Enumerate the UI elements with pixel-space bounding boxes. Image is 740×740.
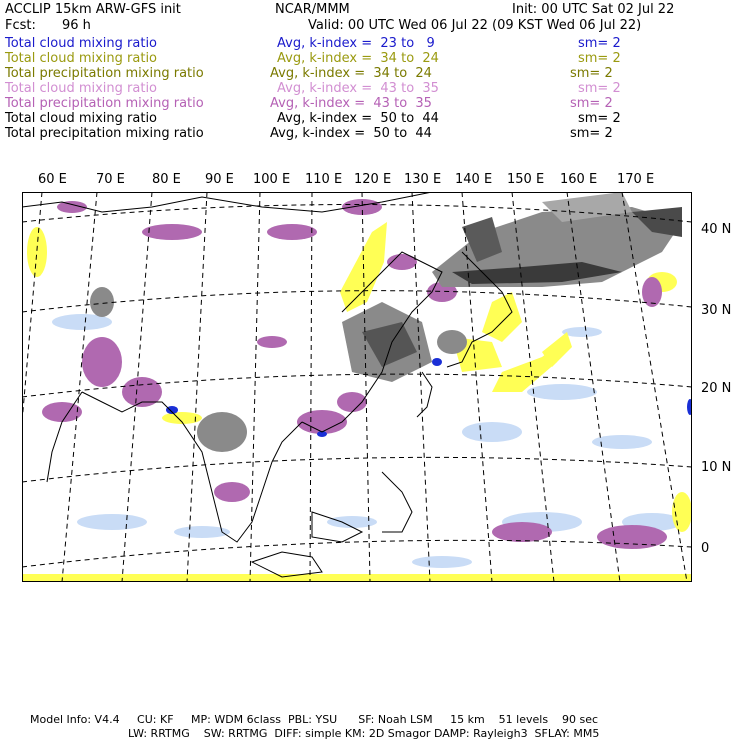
legend-field: Total precipitation mixing ratio <box>5 96 204 111</box>
lon-label: 110 E <box>305 172 343 187</box>
organization-label: NCAR/MMM <box>275 2 350 17</box>
map-panel <box>22 192 692 582</box>
legend-avg: Avg, k-index = 50 to 44 <box>277 111 439 126</box>
legend-avg: Avg, k-index = 43 to 35 <box>277 81 439 96</box>
legend-sm: sm= 2 <box>578 36 621 51</box>
lat-label: 10 N <box>701 460 732 475</box>
plot-title: ACCLIP 15km ARW-GFS init <box>5 2 181 17</box>
lat-label: 40 N <box>701 222 732 237</box>
legend-sm: sm= 2 <box>578 51 621 66</box>
lat-label: 20 N <box>701 381 732 396</box>
legend-field: Total cloud mixing ratio <box>5 111 158 126</box>
init-time: Init: 00 UTC Sat 02 Jul 22 <box>512 2 675 17</box>
lon-label: 160 E <box>560 172 598 187</box>
valid-time: Valid: 00 UTC Wed 06 Jul 22 (09 KST Wed 06 Jul 22) <box>308 18 642 33</box>
forecast-hours: 96 h <box>62 18 91 33</box>
legend-sm: sm= 2 <box>578 111 621 126</box>
lon-label: 90 E <box>205 172 234 187</box>
lat-label: 30 N <box>701 303 732 318</box>
legend-avg: Avg, k-index = 34 to 24 <box>277 51 439 66</box>
legend-field: Total cloud mixing ratio <box>5 51 158 66</box>
legend-field: Total precipitation mixing ratio <box>5 126 204 141</box>
legend-avg: Avg, k-index = 43 to 35 <box>270 96 432 111</box>
lon-label: 120 E <box>354 172 392 187</box>
lon-label: 130 E <box>404 172 442 187</box>
legend-avg: Avg, k-index = 50 to 44 <box>270 126 432 141</box>
legend-sm: sm= 2 <box>578 81 621 96</box>
model-info-line2: LW: RRTMG SW: RRTMG DIFF: simple KM: 2D Smagor DAMP: Rayleigh3 SFLAY: MM5 <box>128 727 600 740</box>
lon-label: 140 E <box>455 172 493 187</box>
lon-label: 150 E <box>507 172 545 187</box>
legend-sm: sm= 2 <box>570 66 613 81</box>
forecast-label: Fcst: <box>5 18 36 33</box>
legend-field: Total precipitation mixing ratio <box>5 66 204 81</box>
model-info-line1: Model Info: V4.4 CU: KF MP: WDM 6class PBL: YSU SF: Noah LSM 15 km 51 levels 90 sec <box>30 713 599 726</box>
lon-label: 70 E <box>96 172 125 187</box>
legend-avg: Avg, k-index = 23 to 9 <box>277 36 435 51</box>
lon-label: 60 E <box>38 172 67 187</box>
lat-label: 0 <box>701 541 710 556</box>
legend-field: Total cloud mixing ratio <box>5 81 158 96</box>
legend-sm: sm= 2 <box>570 126 613 141</box>
lon-label: 170 E <box>617 172 655 187</box>
legend-sm: sm= 2 <box>570 96 613 111</box>
legend-field: Total cloud mixing ratio <box>5 36 158 51</box>
lon-label: 80 E <box>152 172 181 187</box>
legend-avg: Avg, k-index = 34 to 24 <box>270 66 432 81</box>
lon-label: 100 E <box>253 172 291 187</box>
